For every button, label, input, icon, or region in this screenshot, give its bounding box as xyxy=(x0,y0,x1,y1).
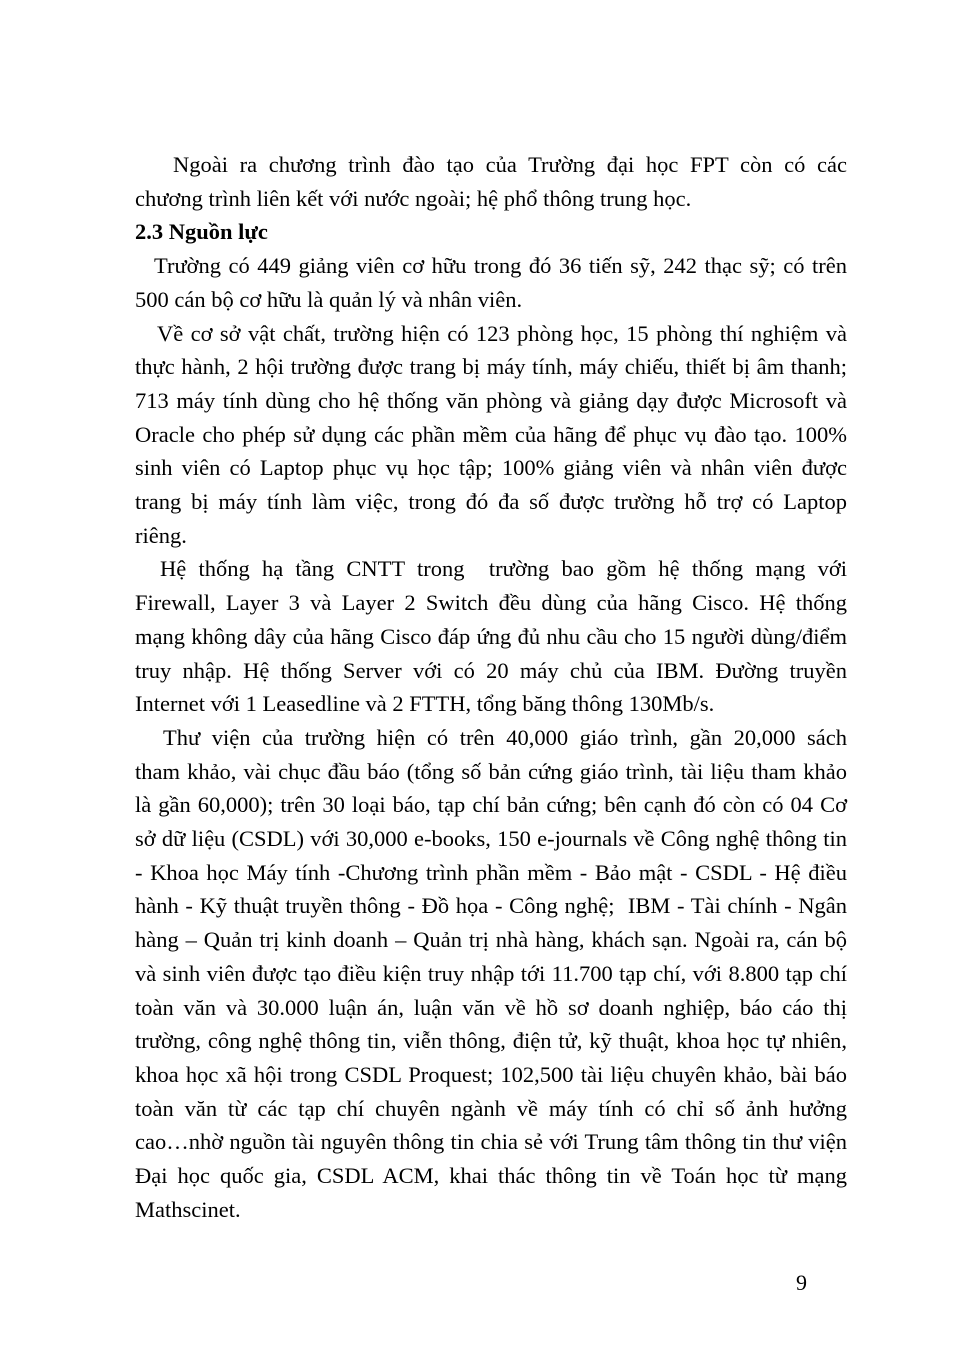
text-line: Oracle cho phép sử dụng các phần mềm của hãng để phục vụ đào tạo. 100% xyxy=(135,421,847,447)
text-line: chương trình liên kết với nước ngoài; hệ phổ thông trung học. xyxy=(135,185,692,211)
text-line: truy nhập. Hệ thống Server với có 20 máy chủ của IBM. Đường truyền xyxy=(135,657,847,683)
text-line: khoa học xã hội trong CSDL Proquest; 102,500 tài liệu chuyên khảo, bài báo xyxy=(135,1061,847,1087)
paragraph xyxy=(135,552,847,721)
text-line: Hệ thống hạ tầng CNTT trong trường bao gồm hệ thống mạng với xyxy=(160,556,847,582)
paragraph xyxy=(135,148,847,215)
text-line: Mathscinet. xyxy=(135,1196,241,1222)
text-line: Internet với 1 Leasedline và 2 FTTH, tổng băng thông 130Mb/s. xyxy=(135,691,715,717)
text-line: toàn văn và 30.000 luận án, luận văn về hồ sơ doanh nghiệp, báo cáo thị xyxy=(135,994,847,1020)
text-line: - Khoa học Máy tính -Chương trình phần mềm - Bảo mật - CSDL - Hệ điều xyxy=(135,859,847,885)
text-line: sở dữ liệu (CSDL) với 30,000 e-books, 150 e-journals về Công nghệ thông tin xyxy=(135,826,847,852)
text-line: và sinh viên được tạo điều kiện truy nhập tới 11.700 tạp chí, với 8.800 tạp chí xyxy=(135,960,847,986)
text-line: thực hành, 2 hội trường được trang bị máy tính, máy chiếu, thiết bị âm thanh; xyxy=(135,354,847,380)
paragraph xyxy=(135,317,847,553)
text-line: cao…nhờ nguồn tài nguyên thông tin chia sẻ với Trung tâm thông tin thư viện xyxy=(135,1129,847,1155)
text-line: Đại học quốc gia, CSDL ACM, khai thác thông tin về Toán học từ mạng xyxy=(135,1163,847,1189)
text-line: hành - Kỹ thuật truyền thông - Đồ họa - Công nghệ; IBM - Tài chính - Ngân xyxy=(135,893,847,919)
text-line: Thư viện của trường hiện có trên 40,000 giáo trình, gần 20,000 sách xyxy=(163,724,847,750)
text-line: hàng – Quản trị kinh doanh – Quản trị nhà hàng, khách sạn. Ngoài ra, cán bộ xyxy=(135,927,847,953)
text-line: mạng không dây của hãng Cisco đáp ứng đủ nhu cầu cho 15 người dùng/điểm xyxy=(135,623,847,649)
text-line: là gần 60,000); trên 30 loại báo, tạp chí bản cứng; bên cạnh đó còn có 04 Cơ xyxy=(135,792,847,818)
document-body xyxy=(135,148,847,1227)
text-line: 500 cán bộ cơ hữu là quản lý và nhân viên. xyxy=(135,286,523,312)
text-line: toàn văn từ các tạp chí chuyên ngành về máy tính có chỉ số ảnh hưởng xyxy=(135,1095,847,1121)
text-line: Firewall, Layer 3 và Layer 2 Switch đều dùng của hãng Cisco. Hệ thống xyxy=(135,590,847,616)
text-line: sinh viên có Laptop phục vụ học tập; 100% giảng viên và nhân viên được xyxy=(135,455,847,481)
paragraph xyxy=(135,249,847,316)
text-line: tham khảo, vài chục đầu báo (tổng số bản cứng giáo trình, tài liệu tham khảo xyxy=(135,758,847,784)
text-line: Trường có 449 giảng viên cơ hữu trong đó 36 tiến sỹ, 242 thạc sỹ; có trên xyxy=(154,253,847,279)
text-line: Ngoài ra chương trình đào tạo của Trường đại học FPT còn có các xyxy=(173,152,847,177)
paragraph xyxy=(135,721,847,1227)
text-line: trang bị máy tính làm việc, trong đó đa số được trường hỗ trợ có Laptop xyxy=(135,489,847,515)
text-line: trường, công nghệ thông tin, viễn thông, điện tử, kỹ thuật, khoa học tự nhiên, xyxy=(135,1028,847,1054)
text-line: riêng. xyxy=(135,522,187,548)
text-line: Về cơ sở vật chất, trường hiện có 123 phòng học, 15 phòng thí nghiệm và xyxy=(157,320,847,346)
text-line: 713 máy tính dùng cho hệ thống văn phòng và giảng dạy được Microsoft và xyxy=(135,387,847,413)
section-heading xyxy=(135,215,847,249)
page-number: 9 xyxy=(796,1270,807,1295)
heading-text: 2.3 Nguồn lực xyxy=(135,219,268,245)
